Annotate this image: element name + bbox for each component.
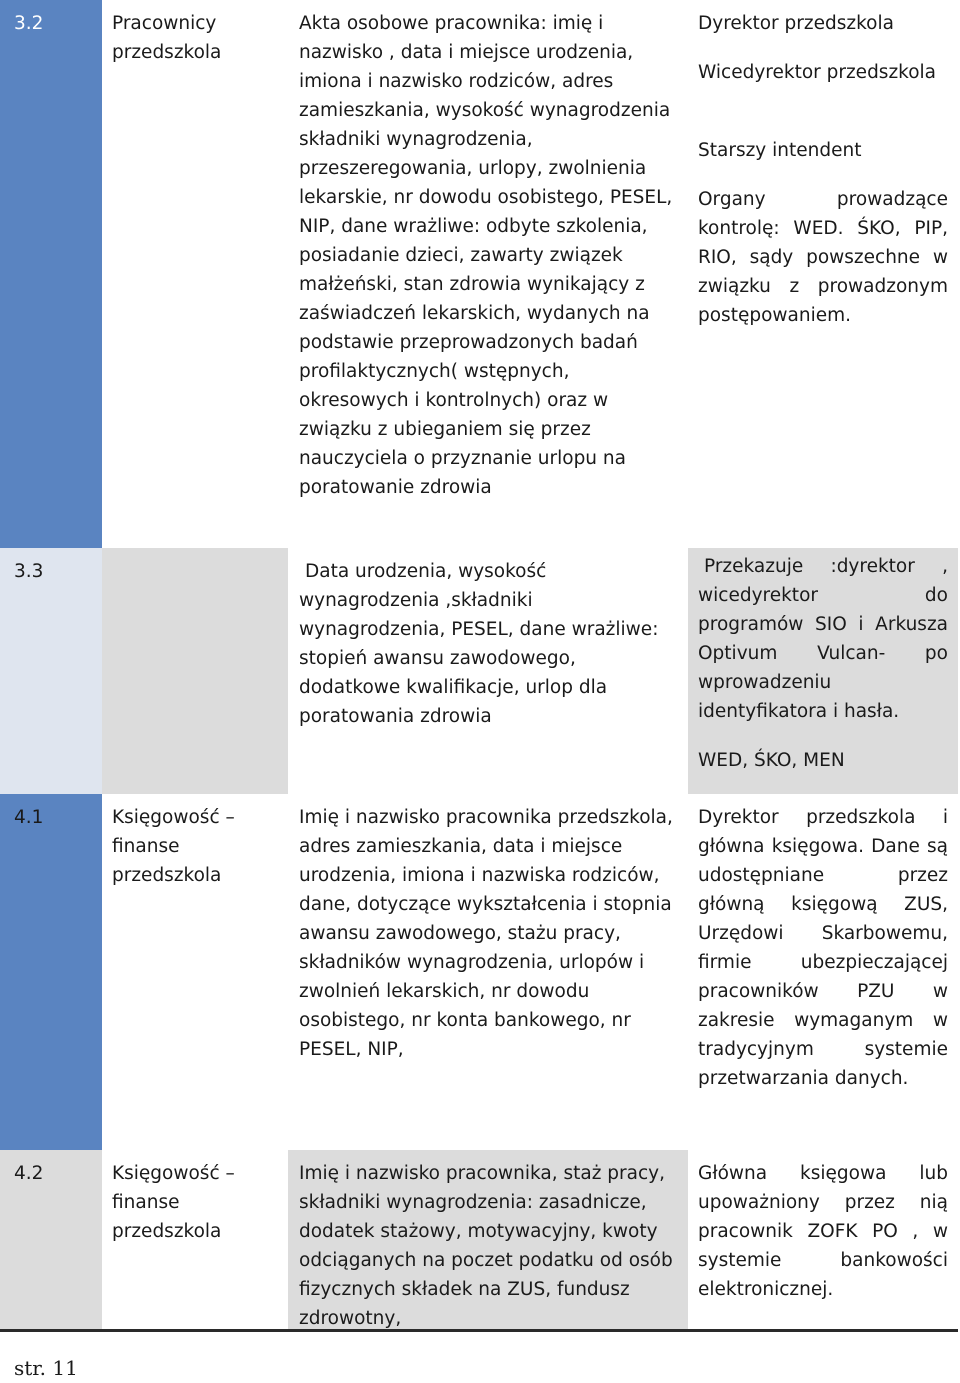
row-number-cell [0, 0, 102, 548]
access-cell [688, 0, 958, 548]
data-scope-text: Imię i nazwisko pracownika, staż pracy, składniki wynagrodzenia: zasadnicze, dodatek stażowy, motywacyjny, kwoty odciąganych na poczet podatku od osób fizycznych składek na ZUS, fundusz zdrowotny, [299, 1163, 673, 1329]
row-number: 4.1 [14, 807, 44, 828]
table-row [0, 0, 958, 548]
data-scope-text: Imię i nazwisko pracownika przedszkola, adres zamieszkania, data i miejsce urodzenia, imiona i nazwiska rodziców, dane, dotyczące wykształcenia i stopnia awansu zawodowego, stażu pracy, składników wynagrodzenia, urlopów i zwolnień lekarskich, nr dowodu osobistego, nr konta bankowego, nr PESEL, NIP, [299, 807, 673, 1060]
row-number-cell [0, 548, 102, 794]
category-cell [102, 794, 288, 1150]
access-entry: Dyrektor przedszkola [698, 13, 894, 34]
access-entry: Główna księgowa lub upoważniony przez nią pracownik ZOFK PO , w systemie bankowości elektronicznej. [698, 1163, 948, 1300]
category-label: Księgowość – finanse przedszkola [112, 1163, 235, 1242]
row-number-cell [0, 1150, 102, 1329]
page-number: str. 11 [14, 1356, 78, 1380]
table-bottom-border [0, 1329, 958, 1332]
data-scope-cell [288, 1150, 688, 1329]
data-scope-cell [288, 794, 688, 1150]
category-label: Księgowość – finanse przedszkola [112, 807, 235, 886]
access-cell [688, 794, 958, 1150]
data-scope-cell [288, 0, 688, 548]
access-cell [688, 1150, 958, 1329]
table-row [0, 548, 958, 794]
access-entry: Starszy intendent [698, 140, 862, 161]
data-scope-cell [288, 548, 688, 794]
table-row [0, 794, 958, 1150]
data-scope-text: Akta osobowe pracownika: imię i nazwisko , data i miejsce urodzenia, imiona i nazwisko rodziców, adres zamieszkania, wysokość wynagrodzenia składniki wynagrodzenia, przeszeregowania, urlopy, zwolnienia lekarskie, nr dowodu osobistego, PESEL, NIP, dane wrażliwe: odbyte szkolenia, posiadanie dzieci, zawarty związek małżeński, stan zdrowia wynikający z zaświadczeń lekarskich, wydanych na podstawie przeprowadzonych badań profilaktycznych( wstępnych, okresowych i kontrolnych) oraz w związku z ubieganiem się przez nauczyciela o przyznanie urlopu na poratowanie zdrowia [299, 13, 673, 498]
access-entry: Przekazuje :dyrektor , wicedyrektor do programów SIO i Arkusza Optivum Vulcan- po wprowadzeniu identyfikatora i hasła. [698, 556, 948, 722]
access-entry: Organy prowadzące kontrolę: WED. ŚKO, PIP, RIO, sądy powszechne w związku z prowadzonym postępowaniem. [698, 189, 948, 326]
row-number: 3.2 [14, 13, 44, 34]
access-entry: WED, ŚKO, MEN [698, 750, 845, 771]
data-scope-text: Data urodzenia, wysokość wynagrodzenia ,składniki wynagrodzenia, PESEL, dane wrażliwe: stopień awansu zawodowego, dodatkowe kwalifikacje, urlop dla poratowania zdrowia [299, 561, 659, 727]
access-entry: Dyrektor przedszkola i główna księgowa. Dane są udostępniane przez główną księgową ZUS, Urzędowi Skarbowemu, firmie ubezpieczającej pracowników PZU w zakresie wymaganym w tradycyjnym systemie przetwarzania danych. [698, 807, 948, 1089]
category-cell [102, 1150, 288, 1329]
table-row [0, 1150, 958, 1329]
category-cell [102, 0, 288, 548]
row-number: 4.2 [14, 1163, 44, 1184]
row-number: 3.3 [14, 561, 44, 582]
category-label: Pracownicy przedszkola [112, 13, 222, 63]
category-cell [102, 548, 288, 794]
row-number-cell [0, 794, 102, 1150]
access-cell [688, 548, 958, 794]
access-entry: Wicedyrektor przedszkola [698, 62, 937, 83]
